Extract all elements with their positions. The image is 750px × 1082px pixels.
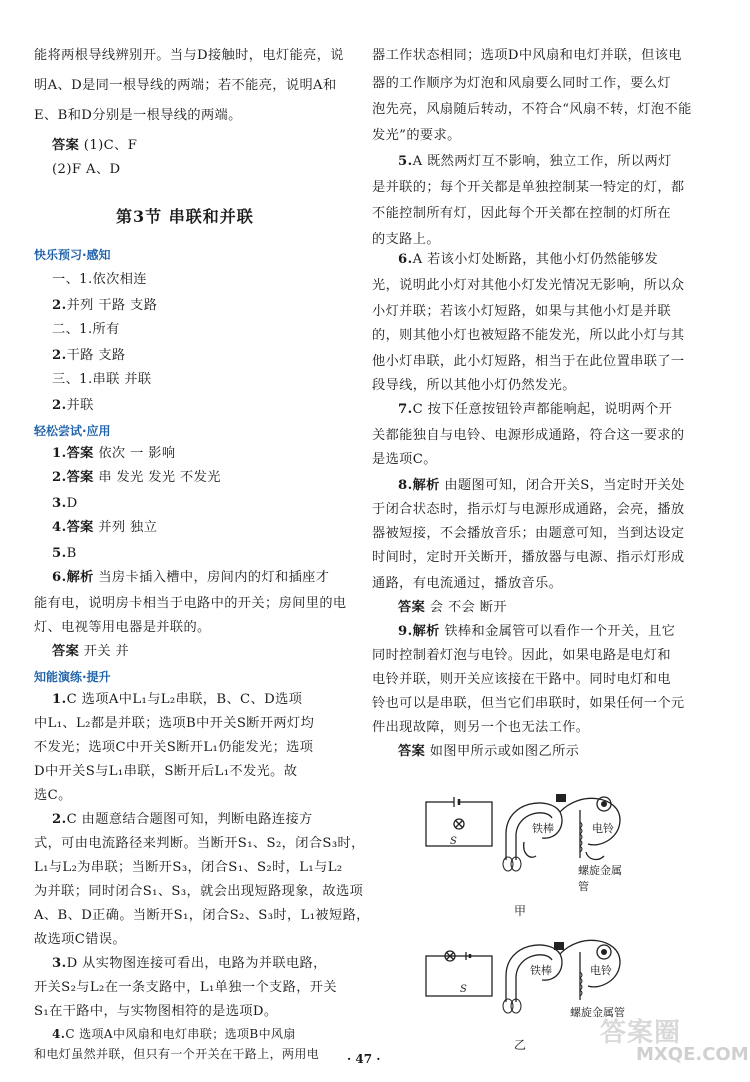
- text-line: 故选项C错误。: [34, 932, 127, 947]
- text-line: 二、1.所有: [52, 322, 120, 337]
- watermark-logo: 答案圈: [600, 1018, 682, 1048]
- text-line: 4.C 选项A中风扇和电灯串联；选项B中风扇: [52, 1027, 296, 1041]
- text-line: 泡先亮，风扇随后转动，不符合“风扇不转，灯泡不能: [372, 102, 692, 117]
- text-line: 6.A 若该小灯处断路，其他小灯仍然能够发: [398, 252, 659, 267]
- text-line: 发光”的要求。: [372, 128, 461, 143]
- text-line: 选C。: [34, 788, 72, 803]
- label-electric-bell: 电铃: [590, 964, 612, 977]
- text-line: 是并联的；每个开关都是单独控制某一特定的灯，都: [372, 180, 685, 195]
- text-line: E、B和D分别是一根导线的两端。: [34, 108, 242, 123]
- answer-line: 5.B: [52, 546, 77, 561]
- subsection-heading: 轻松尝试·应用: [34, 424, 111, 438]
- label-iron-rod: 铁棒: [530, 964, 552, 977]
- text-line: 能有电，说明房卡相当于电路中的开关；房间里的电: [34, 596, 347, 611]
- answer-line: 答案 开关 并: [52, 644, 130, 659]
- text-line: 三、1.串联 并联: [52, 372, 152, 387]
- figure-jia: [420, 790, 630, 893]
- answer-line: 1.答案 依次 一 影响: [52, 446, 176, 461]
- answer-line: 4.答案 并列 独立: [52, 520, 158, 535]
- text-line: 器的工作顺序为灯泡和风扇要么同时工作，要么灯: [372, 76, 671, 91]
- label-electric-bell: 电铃: [592, 822, 614, 835]
- subsection-heading: 快乐预习·感知: [34, 248, 111, 262]
- text-line: 能将两根导线辨别开。当与D接触时，电灯能亮，说: [34, 48, 344, 63]
- text-line: A、B、D正确。当断开S₁，闭合S₂、S₃时，L₁被短路，: [34, 908, 370, 923]
- figure-caption-yi: 乙: [514, 1038, 527, 1052]
- text-line: 为并联；同时闭合S₁、S₃，就会出现短路现象，故选项: [34, 884, 364, 899]
- answer-line: 3.D: [52, 496, 78, 511]
- text-line: 7.C 按下任意按钮铃声都能响起，说明两个开: [398, 402, 673, 417]
- text-line: 的支路上。: [372, 232, 440, 247]
- answer-line: (2)F A、D: [52, 162, 121, 177]
- text-line: 8.解析 由题图可知，闭合开关S，当定时开关处: [398, 478, 685, 493]
- text-line: 2.并联: [52, 398, 94, 413]
- label-iron-rod: 铁棒: [532, 822, 554, 835]
- text-line: 中L₁、L₂都是并联；选项B中开关S断开两灯均: [34, 716, 315, 731]
- text-line: L₁与L₂为串联；当断开S₃，闭合S₁、S₂时，L₁与L₂: [34, 860, 343, 875]
- text-line: 5.A 既然两灯互不影响，独立工作，所以两灯: [398, 154, 672, 169]
- text-line: 式，可由电流路径来判断。当断开S₁、S₂，闭合S₃时，: [34, 836, 365, 851]
- answer-line: 答案 (1)C、F: [52, 138, 138, 153]
- text-line: 的，则其他小灯也被短路不能发光，所以此小灯与其: [372, 328, 685, 343]
- text-line: 关都能独自与电铃、电源形成通路，符合这一要求的: [372, 428, 685, 443]
- answer-line: 答案 会 不会 断开: [398, 600, 507, 615]
- text-line: D中开关S与L₁串联，S断开后L₁不发光。故: [34, 764, 298, 779]
- text-line: 电铃并联，则开关应该接在干路中。同时电灯和电: [372, 672, 671, 687]
- figure-yi: [420, 932, 630, 1017]
- text-line: 光，说明此小灯对其他小灯发光情况无影响，所以众: [372, 278, 685, 293]
- switch-label: S: [460, 984, 467, 995]
- page-number: · 47 ·: [347, 1052, 381, 1066]
- subsection-heading: 知能演练·提升: [34, 670, 111, 684]
- text-line: 段导线，所以其他小灯仍然发光。: [372, 378, 576, 393]
- section-title: 第3节 串联和并联: [116, 207, 254, 226]
- switch-label: S: [450, 836, 457, 847]
- label-spiral-tube: 螺旋金属管: [578, 864, 622, 893]
- label-spiral-tube: 螺旋金属管: [570, 1006, 625, 1019]
- text-line: 于闭合状态时，指示灯与电源形成通路，会亮，播放: [372, 502, 685, 517]
- text-line: 3.D 从实物图连接可看出，电路为并联电路，: [52, 956, 327, 971]
- text-line: 1.C 选项A中L₁与L₂串联，B、C、D选项: [52, 692, 303, 707]
- text-line: 件出现故障，则另一个也无法工作。: [372, 720, 590, 735]
- text-line: 6.解析 当房卡插入槽中，房间内的灯和插座才: [52, 570, 330, 585]
- watermark-url: MXQE.COM: [636, 1044, 749, 1065]
- text-line: 器被短接，不会播放音乐；由题意可知，当到达设定: [372, 526, 685, 541]
- answer-line: 2.答案 串 发光 发光 不发光: [52, 470, 221, 485]
- text-line: 同时控制着灯泡与电铃。因此，如果电路是电灯和: [372, 648, 671, 663]
- text-line: 不发光；选项C中开关S断开L₁仍能发光；选项: [34, 740, 314, 755]
- text-line: 不能控制所有灯，因此每个开关都在控制的灯所在: [372, 206, 671, 221]
- text-line: 明A、D是同一根导线的两端；若不能亮，说明A和: [34, 78, 337, 93]
- text-line: 开关S₂与L₂在一条支路中，L₁单独一个支路，开关: [34, 980, 337, 995]
- text-line: 通路，有电流通过，播放音乐。: [372, 576, 563, 591]
- text-line: 和电灯虽然并联，但只有一个开关在干路上，两用电: [34, 1047, 320, 1061]
- text-line: 2.C 由题意结合题图可知，判断电路连接方: [52, 812, 313, 827]
- text-line: 是选项C。: [372, 452, 437, 467]
- figure-caption-jia: 甲: [514, 904, 527, 918]
- text-line: 他小灯串联，此小灯短路，相当于在此位置串联了一: [372, 354, 685, 369]
- text-line: 一、1.依次相连: [52, 272, 147, 287]
- text-line: 时间时，定时开关断开，播放器与电源、指示灯形成: [372, 550, 685, 565]
- text-line: 灯、电视等用电器是并联的。: [34, 620, 211, 635]
- text-line: 2.干路 支路: [52, 348, 126, 363]
- text-line: 器工作状态相同；选项D中风扇和电灯并联，但该电: [372, 48, 682, 63]
- answer-line: 答案 如图甲所示或如图乙所示: [398, 744, 580, 759]
- text-line: S₁在干路中，与实物图相符的是选项D。: [34, 1004, 278, 1019]
- text-line: 9.解析 铁棒和金属管可以看作一个开关，且它: [398, 624, 676, 639]
- text-line: 2.并列 干路 支路: [52, 298, 158, 313]
- text-line: 小灯并联；若该小灯短路，如果与其他小灯是并联: [372, 304, 671, 319]
- text-line: 铃也可以是串联，但当它们串联时，如果任何一个元: [372, 696, 685, 711]
